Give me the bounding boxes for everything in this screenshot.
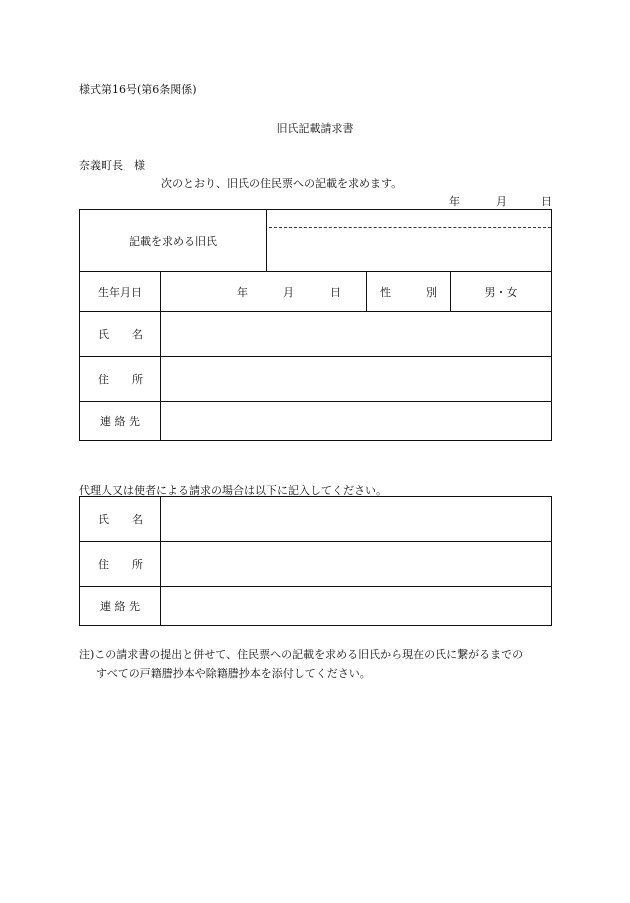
agent-contact-field[interactable] xyxy=(161,587,552,626)
agent-address-label-char2: 所 xyxy=(132,558,143,571)
agent-name-label-char2: 名 xyxy=(132,513,143,526)
request-statement: 次のとおり、旧氏の住民票への記載を求めます。 xyxy=(161,177,403,190)
dashed-divider xyxy=(269,227,551,228)
sex-options[interactable]: 男・女 xyxy=(451,272,552,312)
agent-instruction: 代理人又は使者による請求の場合は以下に記入してください。 xyxy=(79,484,387,497)
agent-contact-label: 連 絡 先 xyxy=(80,587,161,626)
sex-label xyxy=(367,272,451,312)
footnote-line-1: 注)この請求書の提出と併せて、住民票への記載を求める旧氏から現在の氏に繋がるまでの xyxy=(79,648,524,661)
footnote-line-2: すべての戸籍謄抄本や除籍謄抄本を添付してください。 xyxy=(96,667,371,680)
birth-day-label: 日 xyxy=(330,285,341,299)
agent-address-field[interactable] xyxy=(161,542,552,587)
address-label-char1: 住 xyxy=(98,373,109,386)
agent-name-label-char1: 氏 xyxy=(98,513,109,526)
sex-label-char1: 性 xyxy=(380,285,391,299)
name-label-char1: 氏 xyxy=(98,328,109,341)
agent-name-field[interactable] xyxy=(161,497,552,542)
birth-year-label: 年 xyxy=(237,285,248,299)
form-number: 様式第16号(第6条関係) xyxy=(79,83,197,96)
birth-month-label: 月 xyxy=(283,285,294,299)
name-label xyxy=(80,312,161,357)
birthdate-label: 生年月日 xyxy=(80,272,161,312)
sex-label-char2: 別 xyxy=(426,285,437,299)
date-year-label: 年 xyxy=(449,195,460,208)
date-month-label: 月 xyxy=(496,195,507,208)
contact-field[interactable] xyxy=(161,402,552,441)
former-surname-label: 記載を求める旧氏 xyxy=(80,210,267,272)
agent-address-label xyxy=(80,542,161,587)
birthdate-field[interactable] xyxy=(161,272,367,312)
former-surname-field[interactable] xyxy=(267,210,552,272)
address-label-char2: 所 xyxy=(132,373,143,386)
agent-name-label xyxy=(80,497,161,542)
addressee: 奈義町長 様 xyxy=(79,159,145,172)
name-label-char2: 名 xyxy=(132,328,143,341)
applicant-table xyxy=(79,209,552,441)
agent-address-label-char1: 住 xyxy=(98,558,109,571)
address-label xyxy=(80,357,161,402)
document-title: 旧氏記載請求書 xyxy=(276,122,354,135)
name-field[interactable] xyxy=(161,312,552,357)
contact-label: 連 絡 先 xyxy=(80,402,161,441)
agent-table xyxy=(79,496,552,626)
date-day-label: 日 xyxy=(541,195,552,208)
address-field[interactable] xyxy=(161,357,552,402)
